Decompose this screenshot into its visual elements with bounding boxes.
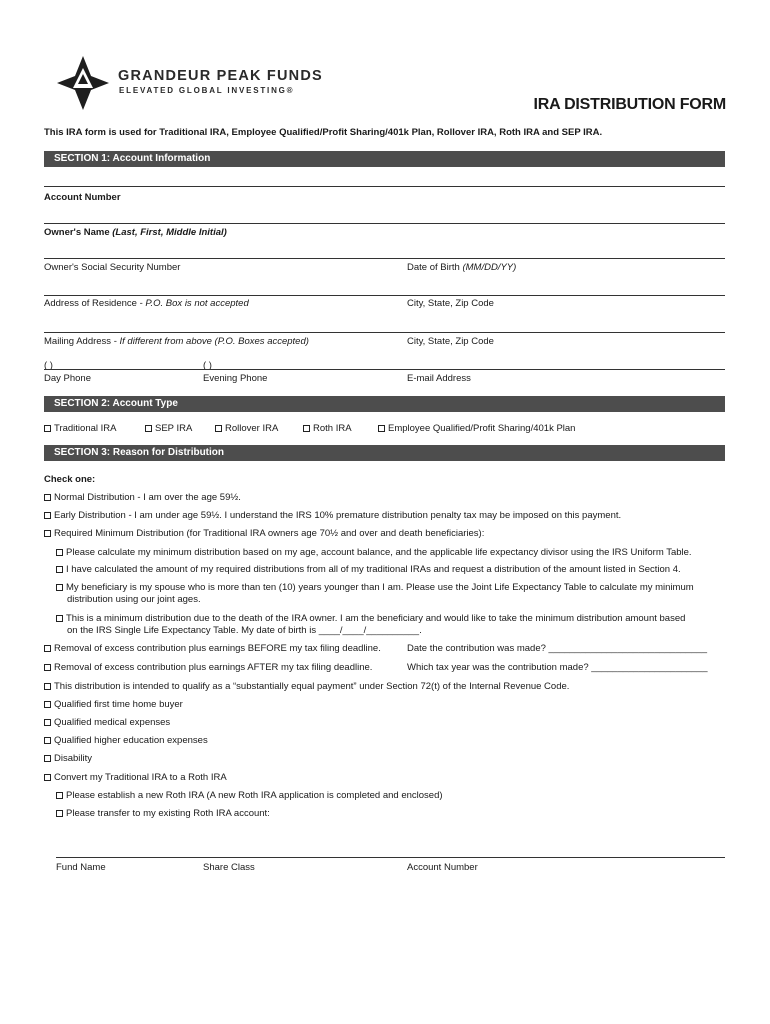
section1-header: SECTION 1: Account Information — [44, 151, 725, 167]
first-home-buyer-checkbox[interactable]: Qualified first time home buyer — [44, 699, 183, 710]
checkbox-icon — [44, 774, 51, 781]
checkbox-icon — [44, 645, 51, 652]
address-field[interactable] — [44, 295, 725, 296]
roth-conversion-checkbox[interactable]: Convert my Traditional IRA to a Roth IRA — [44, 772, 227, 783]
check-one-label: Check one: — [44, 474, 96, 485]
evening-phone-label: Evening Phone — [203, 373, 268, 384]
checkbox-icon — [303, 425, 310, 432]
checkbox-icon — [44, 701, 51, 708]
dob-label: Date of Birth (MM/DD/YY) — [407, 262, 517, 273]
checkbox-icon — [56, 615, 63, 622]
owner-name-label: Owner's Name (Last, First, Middle Initial) — [44, 227, 227, 238]
new-roth-ira-checkbox[interactable]: Please establish a new Roth IRA (A new Roth IRA application is completed and enclosed) — [56, 790, 443, 801]
checkbox-icon — [44, 425, 51, 432]
fund-name-label: Fund Name — [56, 862, 106, 873]
account-type-sep-checkbox[interactable]: SEP IRA — [145, 423, 192, 434]
rmd-checkbox[interactable]: Required Minimum Distribution (for Traditional IRA owners age 70½ and over and death beneficiaries): — [44, 528, 484, 539]
excess-before-deadline-checkbox[interactable]: Removal of excess contribution plus earnings BEFORE my tax filing deadline. — [44, 643, 381, 654]
ssn-field[interactable] — [44, 258, 725, 259]
mountain-logo-icon — [55, 54, 111, 112]
checkbox-icon — [44, 664, 51, 671]
disability-checkbox[interactable]: Disability — [44, 753, 92, 764]
mailing-city-state-zip-label: City, State, Zip Code — [407, 336, 494, 347]
checkbox-icon — [215, 425, 222, 432]
brand-name: GRANDEUR PEAK FUNDS — [118, 68, 323, 84]
account-type-traditional-checkbox[interactable]: Traditional IRA — [44, 423, 116, 434]
checkbox-icon — [44, 512, 51, 519]
checkbox-icon — [56, 584, 63, 591]
account-type-employee-checkbox[interactable]: Employee Qualified/Profit Sharing/401k Plan — [378, 423, 575, 434]
checkbox-icon — [44, 755, 51, 762]
contribution-tax-year-field[interactable]: Which tax year was the contribution made? ______________________ — [407, 662, 708, 673]
owner-name-field[interactable] — [44, 223, 725, 224]
checkbox-icon — [56, 792, 63, 799]
ssn-label: Owner's Social Security Number — [44, 262, 181, 273]
section2-header: SECTION 2: Account Type — [44, 396, 725, 412]
mailing-address-label: Mailing Address - If different from above (P.O. Boxes accepted) — [44, 336, 309, 347]
checkbox-icon — [56, 810, 63, 817]
account-type-roth-checkbox[interactable]: Roth IRA — [303, 423, 352, 434]
normal-distribution-checkbox[interactable]: Normal Distribution - I am over the age 59½. — [44, 492, 241, 503]
early-distribution-checkbox[interactable]: Early Distribution - I am under age 59½. I understand the IRS 10% premature distribution penalty tax may be imposed on this payment. — [44, 510, 621, 521]
checkbox-icon — [44, 530, 51, 537]
rmd-joint-life-checkbox[interactable]: My beneficiary is my spouse who is more than ten (10) years younger than I am. Please use the Joint Life Expectancy Table to calculate my minimum distribution using our joint ages. — [56, 582, 726, 606]
address-label: Address of Residence - P.O. Box is not accepted — [44, 298, 249, 309]
substantially-equal-payment-checkbox[interactable]: This distribution is intended to qualify as a “substantially equal payment” under Section 72(t) of the Internal Revenue Code. — [44, 681, 569, 692]
rmd-self-calculated-checkbox[interactable]: I have calculated the amount of my required distributions from all of my traditional IRAs and request a distribution of the amount listed in Section 4. — [56, 564, 681, 575]
rmd-uniform-table-checkbox[interactable]: Please calculate my minimum distribution based on my age, account balance, and the applicable life expectancy divisor using the IRS Uniform Table. — [56, 547, 692, 558]
form-intro: This IRA form is used for Traditional IRA, Employee Qualified/Profit Sharing/401k Plan, Rollover IRA, Roth IRA and SEP IRA. — [44, 127, 603, 138]
checkbox-icon — [44, 737, 51, 744]
checkbox-icon — [56, 566, 63, 573]
phone-email-field[interactable] — [44, 369, 725, 370]
account-type-rollover-checkbox[interactable]: Rollover IRA — [215, 423, 278, 434]
medical-expenses-checkbox[interactable]: Qualified medical expenses — [44, 717, 170, 728]
form-title: IRA DISTRIBUTION FORM — [533, 96, 726, 113]
roth-account-number-label: Account Number — [407, 862, 478, 873]
checkbox-icon — [378, 425, 385, 432]
day-phone-label: Day Phone — [44, 373, 92, 384]
existing-roth-ira-checkbox[interactable]: Please transfer to my existing Roth IRA account: — [56, 808, 270, 819]
section3-header: SECTION 3: Reason for Distribution — [44, 445, 725, 461]
checkbox-icon — [44, 719, 51, 726]
contribution-date-field[interactable]: Date the contribution was made? ______________________________ — [407, 643, 708, 654]
account-number-field[interactable] — [44, 186, 725, 187]
checkbox-icon — [56, 549, 63, 556]
account-number-label: Account Number — [44, 192, 121, 203]
checkbox-icon — [44, 494, 51, 501]
checkbox-icon — [44, 683, 51, 690]
excess-after-deadline-checkbox[interactable]: Removal of excess contribution plus earnings AFTER my tax filing deadline. — [44, 662, 372, 673]
checkbox-icon — [145, 425, 152, 432]
email-label: E-mail Address — [407, 373, 471, 384]
share-class-label: Share Class — [203, 862, 255, 873]
existing-roth-account-field[interactable] — [56, 857, 725, 858]
rmd-beneficiary-checkbox[interactable]: This is a minimum distribution due to the death of the IRA owner. I am the beneficiary and would like to take the minimum distribution amount based on the IRS Single Life Expectancy Table. My date of birth is ____/____/__________. — [56, 613, 726, 637]
brand-tagline: ELEVATED GLOBAL INVESTING® — [119, 86, 295, 95]
day-phone-area-code[interactable]: ( ) — [44, 360, 53, 371]
education-expenses-checkbox[interactable]: Qualified higher education expenses — [44, 735, 208, 746]
evening-phone-area-code[interactable]: ( ) — [203, 360, 212, 371]
mailing-address-field[interactable] — [44, 332, 725, 333]
city-state-zip-label: City, State, Zip Code — [407, 298, 494, 309]
